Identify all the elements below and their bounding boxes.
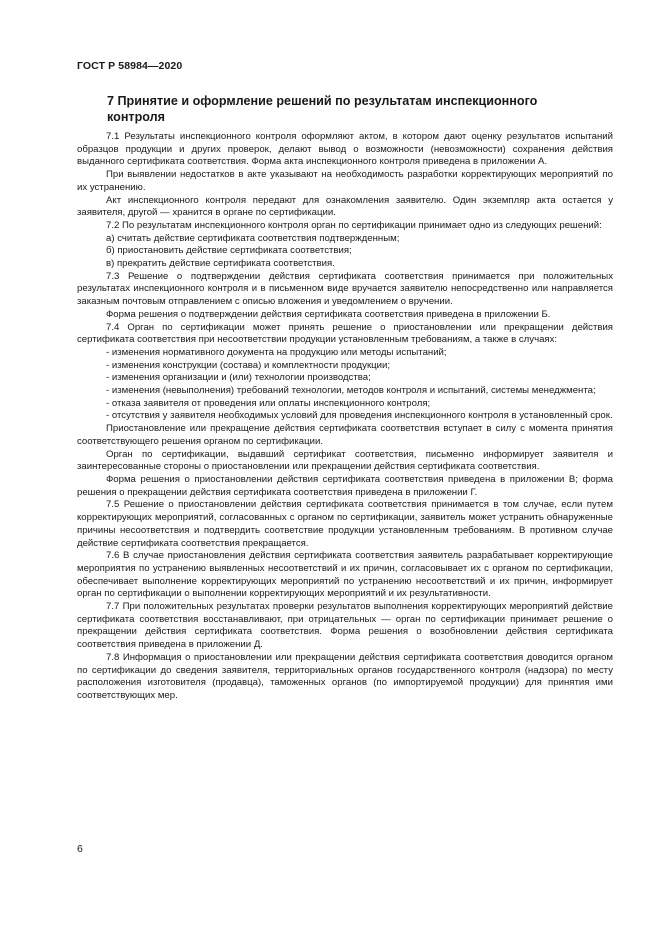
paragraph: 7.6 В случае приостановления действия сертификата соответствия заявитель разрабатывает корректирующие мероприятия по устранению выявленных несоответствий и их причин, согласовывает их с органом по сертификации, обеспечивает выполнение корректирующих мероприятий по устранению несоответствий и их причин, информирует орган по сертификации о выполнении корректирующих мероприятий и их результативности. <box>77 550 613 600</box>
paragraph: Форма решения о подтверждении действия сертификата соответствия приведена в приложении Б. <box>106 308 551 320</box>
paragraph: Акт инспекционного контроля передают для ознакомления заявителю. Один экземпляр акта остается у заявителя, другой — хранится в органе по сертификации. <box>77 194 613 219</box>
paragraph: 7.7 При положительных результатах проверки результатов выполнения корректирующих мероприятий действие сертификата соответствия восстанавливают, при отрицательных — орган по сертификации принимает решение о прекращении действия сертификата соответствия. Форма решения о возобновлении действия сертификата соответствия приведена в приложении Д. <box>77 601 613 651</box>
list-item: б) приостановить действие сертификата соответствия; <box>106 245 352 257</box>
section-title: 7 Принятие и оформление решений по результатам инспекционного контроля <box>107 94 538 124</box>
list-item: - изменения организации и (или) технологии производства; <box>106 372 371 384</box>
body-text <box>77 131 613 703</box>
paragraph: 7.1 Результаты инспекционного контроля оформляют актом, в котором дают оценку результатов испытаний образцов продукции и других проверок, делают вывод о возможности (невозможности) сохранения действия выданного сертификата соответствия. Форма акта инспекционного контроля приведена в приложении А. <box>77 131 613 168</box>
list-item: - изменения (невыполнения) требований технологии, методов контроля и испытаний, системы менеджмента; <box>106 385 596 397</box>
paragraph: 7.4 Орган по сертификации может принять решение о приостановлении или прекращении действия сертификата соответствия при несоответствии продукции установленным требованиям, а также в случаях: <box>77 321 613 346</box>
paragraph: Орган по сертификации, выдавший сертификат соответствия, письменно информирует заявителя и заинтересованные стороны о приостановлении или прекращении действия сертификата соответствия. <box>77 448 613 473</box>
paragraph: 7.2 По результатам инспекционного контроля орган по сертификации принимает одно из следующих решений: <box>106 219 602 231</box>
paragraph: 7.5 Решение о приостановлении действия сертификата соответствия принимается в том случае, если путем корректирующих мероприятий, согласованных с органом по сертификации, заявитель может устранить обнаруженные причины несоответствия и подтвердить соответствие продукции установленным требованиям. В противном случае действие сертификата соответствия прекращается. <box>77 499 613 549</box>
list-item: в) прекратить действие сертификата соответствия. <box>106 258 335 270</box>
paragraph: 7.8 Информация о приостановлении или прекращении действия сертификата соответствия доводится органом по сертификации до сведения заявителя, территориальных органов государственного контроля (надзора) по месту расположения изготовителя (продавца), таможенных органов (по импортируемой продукции) для принятия ими соответствующих мер. <box>77 651 613 701</box>
document-code: ГОСТ Р 58984—2020 <box>77 60 183 72</box>
paragraph: При выявлении недостатков в акте указывают на необходимость разработки корректирующих мероприятий по их устранению. <box>77 169 613 193</box>
paragraph: Приостановление или прекращение действия сертификата соответствия вступает в силу с момента принятия соответствующего решения органом по сертификации. <box>77 423 613 447</box>
list-item: - отсутствия у заявителя необходимых условий для проведения инспекционного контроля в установленный срок. <box>106 410 613 422</box>
list-item: - изменения нормативного документа на продукцию или методы испытаний; <box>106 346 447 358</box>
list-item: а) считать действие сертификата соответствия подтвержденным; <box>106 232 400 244</box>
page-number: 6 <box>77 843 83 855</box>
list-item: - изменения конструкции (состава) и комплектности продукции; <box>106 359 391 371</box>
paragraph: 7.3 Решение о подтверждении действия сертификата соответствия принимается при положительных результатах инспекционного контроля и в письменном виде вручается заявителю непосредственно или направляется заказным почтовым отправлением с описью вложения и уведомлением о вручении. <box>77 270 613 308</box>
paragraph: Форма решения о приостановлении действия сертификата соответствия приведена в приложении В; форма решения о прекращении действия сертификата соответствия приведена в приложении Г. <box>77 473 613 498</box>
list-item: - отказа заявителя от проведения или оплаты инспекционного контроля; <box>106 397 431 409</box>
